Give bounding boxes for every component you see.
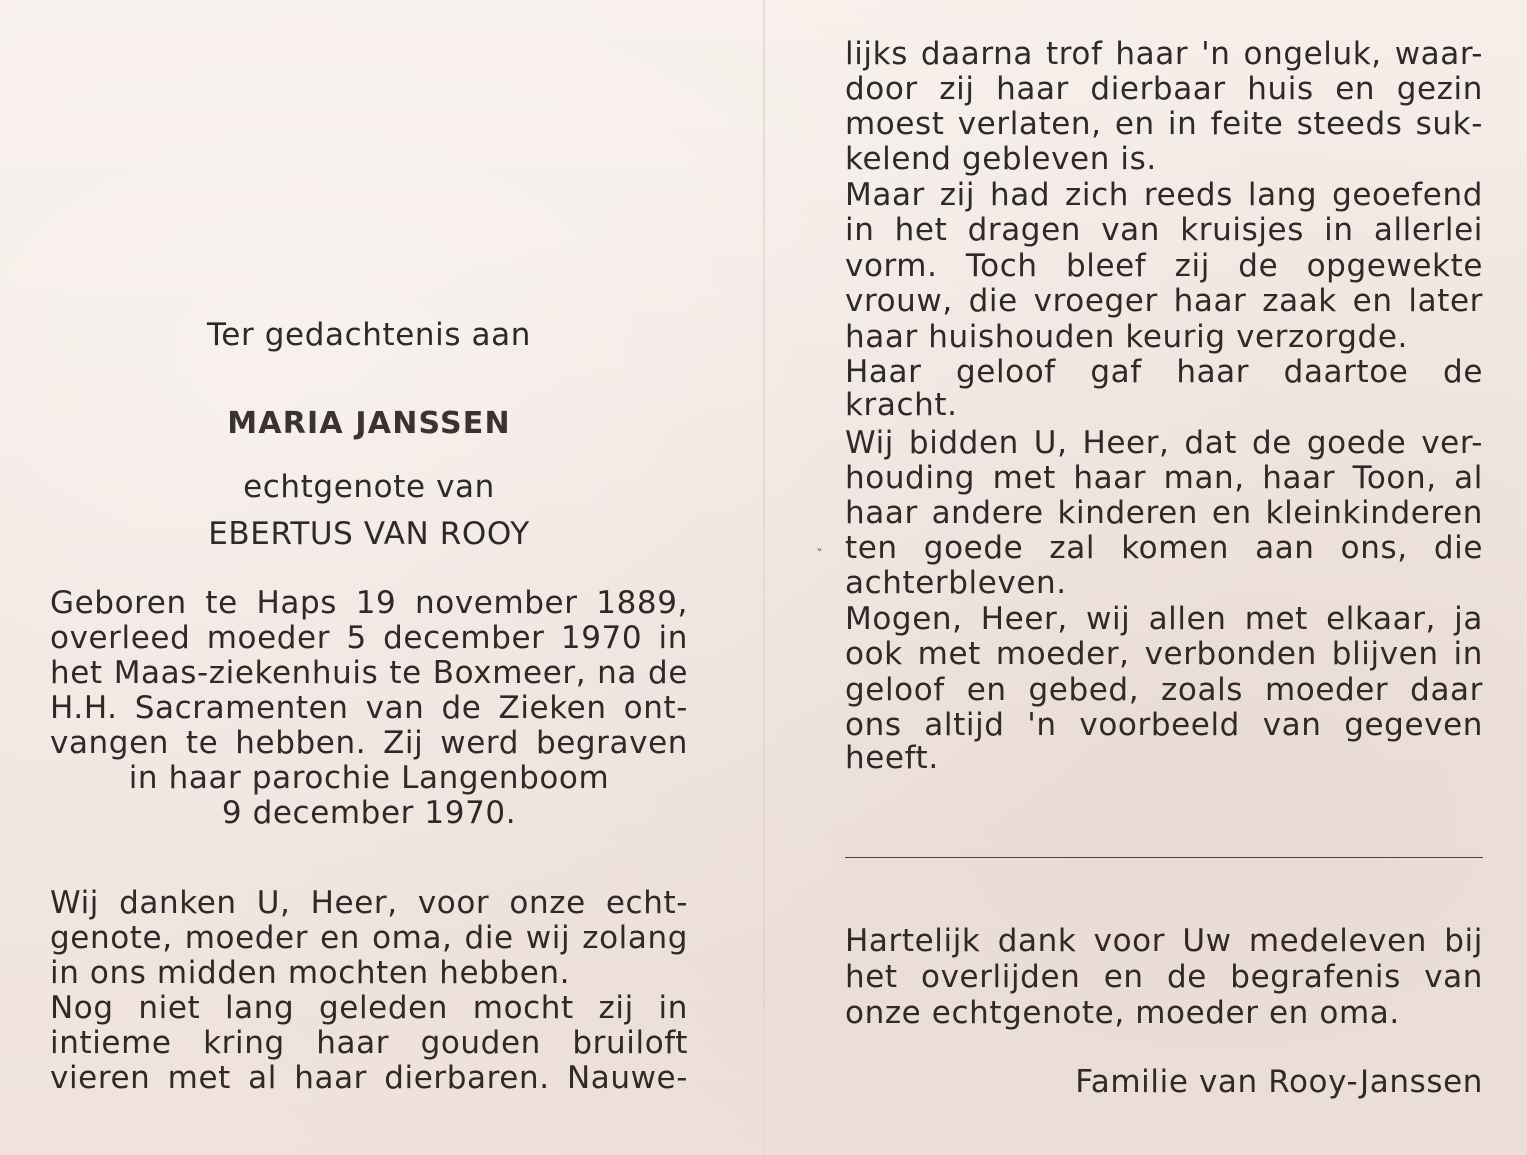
paper-mark: ˇ [816,548,823,564]
thanks-line: het overlijden en de begrafenis van [845,959,1483,995]
spouse-intro: echtgenote van [243,469,495,505]
text-line: houding met haar man, haar Toon, al [845,460,1483,496]
prayer-line: Nog niet lang geleden mocht zij in [50,990,688,1026]
text-line: ons altijd 'n voorbeeld van gegeven [845,707,1483,743]
prayer-line: genote, moeder en oma, die wij zolang [50,920,688,956]
card-fold [763,0,765,1155]
prayer-line: in ons midden mochten hebben. [50,955,571,991]
divider-line [845,857,1483,858]
bio-line: overleed moeder 5 december 1970 in [50,620,688,656]
bio-line: Geboren te Haps 19 november 1889, [50,585,688,621]
prayer-line: Wij danken U, Heer, voor onze echt- [50,885,688,921]
burial-date: 9 december 1970. [221,795,517,831]
text-line: haar huishouden keurig verzorgde. [845,319,1408,355]
text-line: ten goede zal komen aan ons, die [845,530,1483,566]
text-line: Wij bidden U, Heer, dat de goede ver- [845,425,1483,461]
prayer-line: vieren met al haar dierbaren. Nauwe- [50,1060,688,1096]
text-line: Haar geloof gaf haar daartoe de [845,354,1483,390]
text-line: ook met moeder, verbonden blijven in [845,636,1483,672]
burial-line: in haar parochie Langenboom [128,760,610,796]
bio-line: het Maas-ziekenhuis te Boxmeer, na de [50,655,688,691]
bio-line: H.H. Sacramenten van de Zieken ont- [50,690,688,726]
text-line: Maar zij had zich reeds lang geoefend [845,177,1483,213]
deceased-name: MARIA JANSSEN [227,406,511,441]
text-line: moest verlaten, en in feite steeds suk- [845,106,1483,142]
text-line: geloof en gebed, zoals moeder daar [845,672,1483,708]
thanks-line: onze echtgenote, moeder en oma. [845,995,1400,1031]
intro-text: Ter gedachtenis aan [207,317,531,353]
text-line: Mogen, Heer, wij allen met elkaar, ja [845,601,1483,637]
text-line: kelend gebleven is. [845,141,1157,177]
text-line: lijks daarna trof haar 'n ongeluk, waar- [845,36,1483,72]
thanks-line: Hartelijk dank voor Uw medeleven bij [845,923,1483,959]
text-line: haar andere kinderen en kleinkinderen [845,495,1483,531]
text-line: kracht. [845,387,958,423]
text-line: in het dragen van kruisjes in allerlei [845,212,1483,248]
text-line: achterbleven. [845,565,1067,601]
text-line: vrouw, die vroeger haar zaak en later [845,283,1483,319]
text-line: door zij haar dierbaar huis en gezin [845,71,1483,107]
family-signature: Familie van Rooy-Janssen [1075,1064,1483,1100]
prayer-line: intieme kring haar gouden bruiloft [50,1025,688,1061]
bio-line: vangen te hebben. Zij werd begraven [50,725,688,761]
text-line: vorm. Toch bleef zij de opgewekte [845,248,1483,284]
text-line: heeft. [845,740,939,776]
spouse-name: EBERTUS VAN ROOY [208,516,530,552]
